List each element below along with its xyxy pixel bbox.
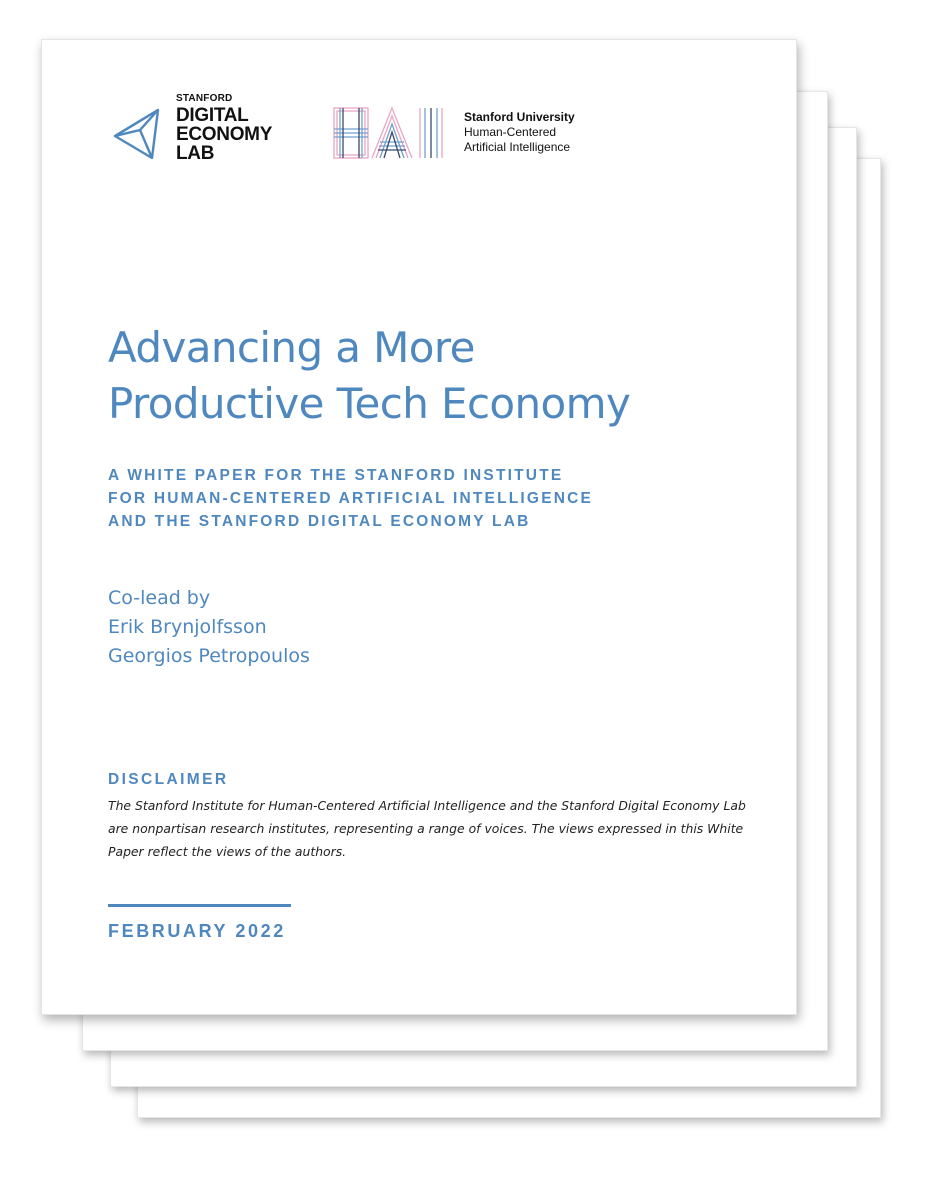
subtitle (108, 464, 748, 533)
title-line-1: Advancing a More (108, 323, 475, 372)
title-line-2: Productive Tech Economy (108, 379, 631, 428)
cover-page (41, 39, 797, 1015)
page-title (108, 320, 748, 432)
disclaimer-line-1: The Stanford Institute for Human-Centered Artificial Intelligence and the Stanford Digital Economy Lab (108, 798, 746, 813)
hai-logo-mark (332, 106, 447, 160)
logo-economy: ECONOMY (176, 124, 273, 145)
logo-lab: LAB (176, 143, 215, 164)
logo-digital: DIGITAL (176, 105, 249, 126)
disclaimer-line-2: are nonpartisan research institutes, representing a range of voices. The views expressed in this White (108, 821, 744, 836)
hai-line-2: Artificial Intelligence (464, 140, 571, 154)
hai-org-name: Stanford University (464, 110, 575, 124)
disclaimer-line-3: Paper reflect the views of the authors. (108, 844, 347, 859)
subtitle-line-3: AND THE STANFORD DIGITAL ECONOMY LAB (108, 513, 531, 530)
digital-economy-lab-logo (112, 94, 292, 164)
disclaimer-heading: DISCLAIMER (108, 771, 229, 788)
disclaimer-text (108, 794, 748, 863)
triangle-prism-icon (112, 106, 164, 166)
authors-label: Co-lead by (108, 587, 211, 609)
date-divider (108, 904, 291, 907)
authors-block (108, 584, 310, 671)
author-2: Georgios Petropoulos (108, 645, 310, 667)
subtitle-line-2: FOR HUMAN-CENTERED ARTIFICIAL INTELLIGENCE (108, 490, 594, 507)
hai-line-1: Human-Centered (464, 125, 557, 139)
author-1: Erik Brynjolfsson (108, 616, 267, 638)
digital-economy-lab-wordmark (176, 94, 272, 163)
publication-date: FEBRUARY 2022 (108, 921, 286, 941)
logo-stanford-small: STANFORD (176, 93, 233, 104)
hai-wordmark (464, 110, 575, 155)
subtitle-line-1: A WHITE PAPER FOR THE STANFORD INSTITUTE (108, 467, 564, 484)
